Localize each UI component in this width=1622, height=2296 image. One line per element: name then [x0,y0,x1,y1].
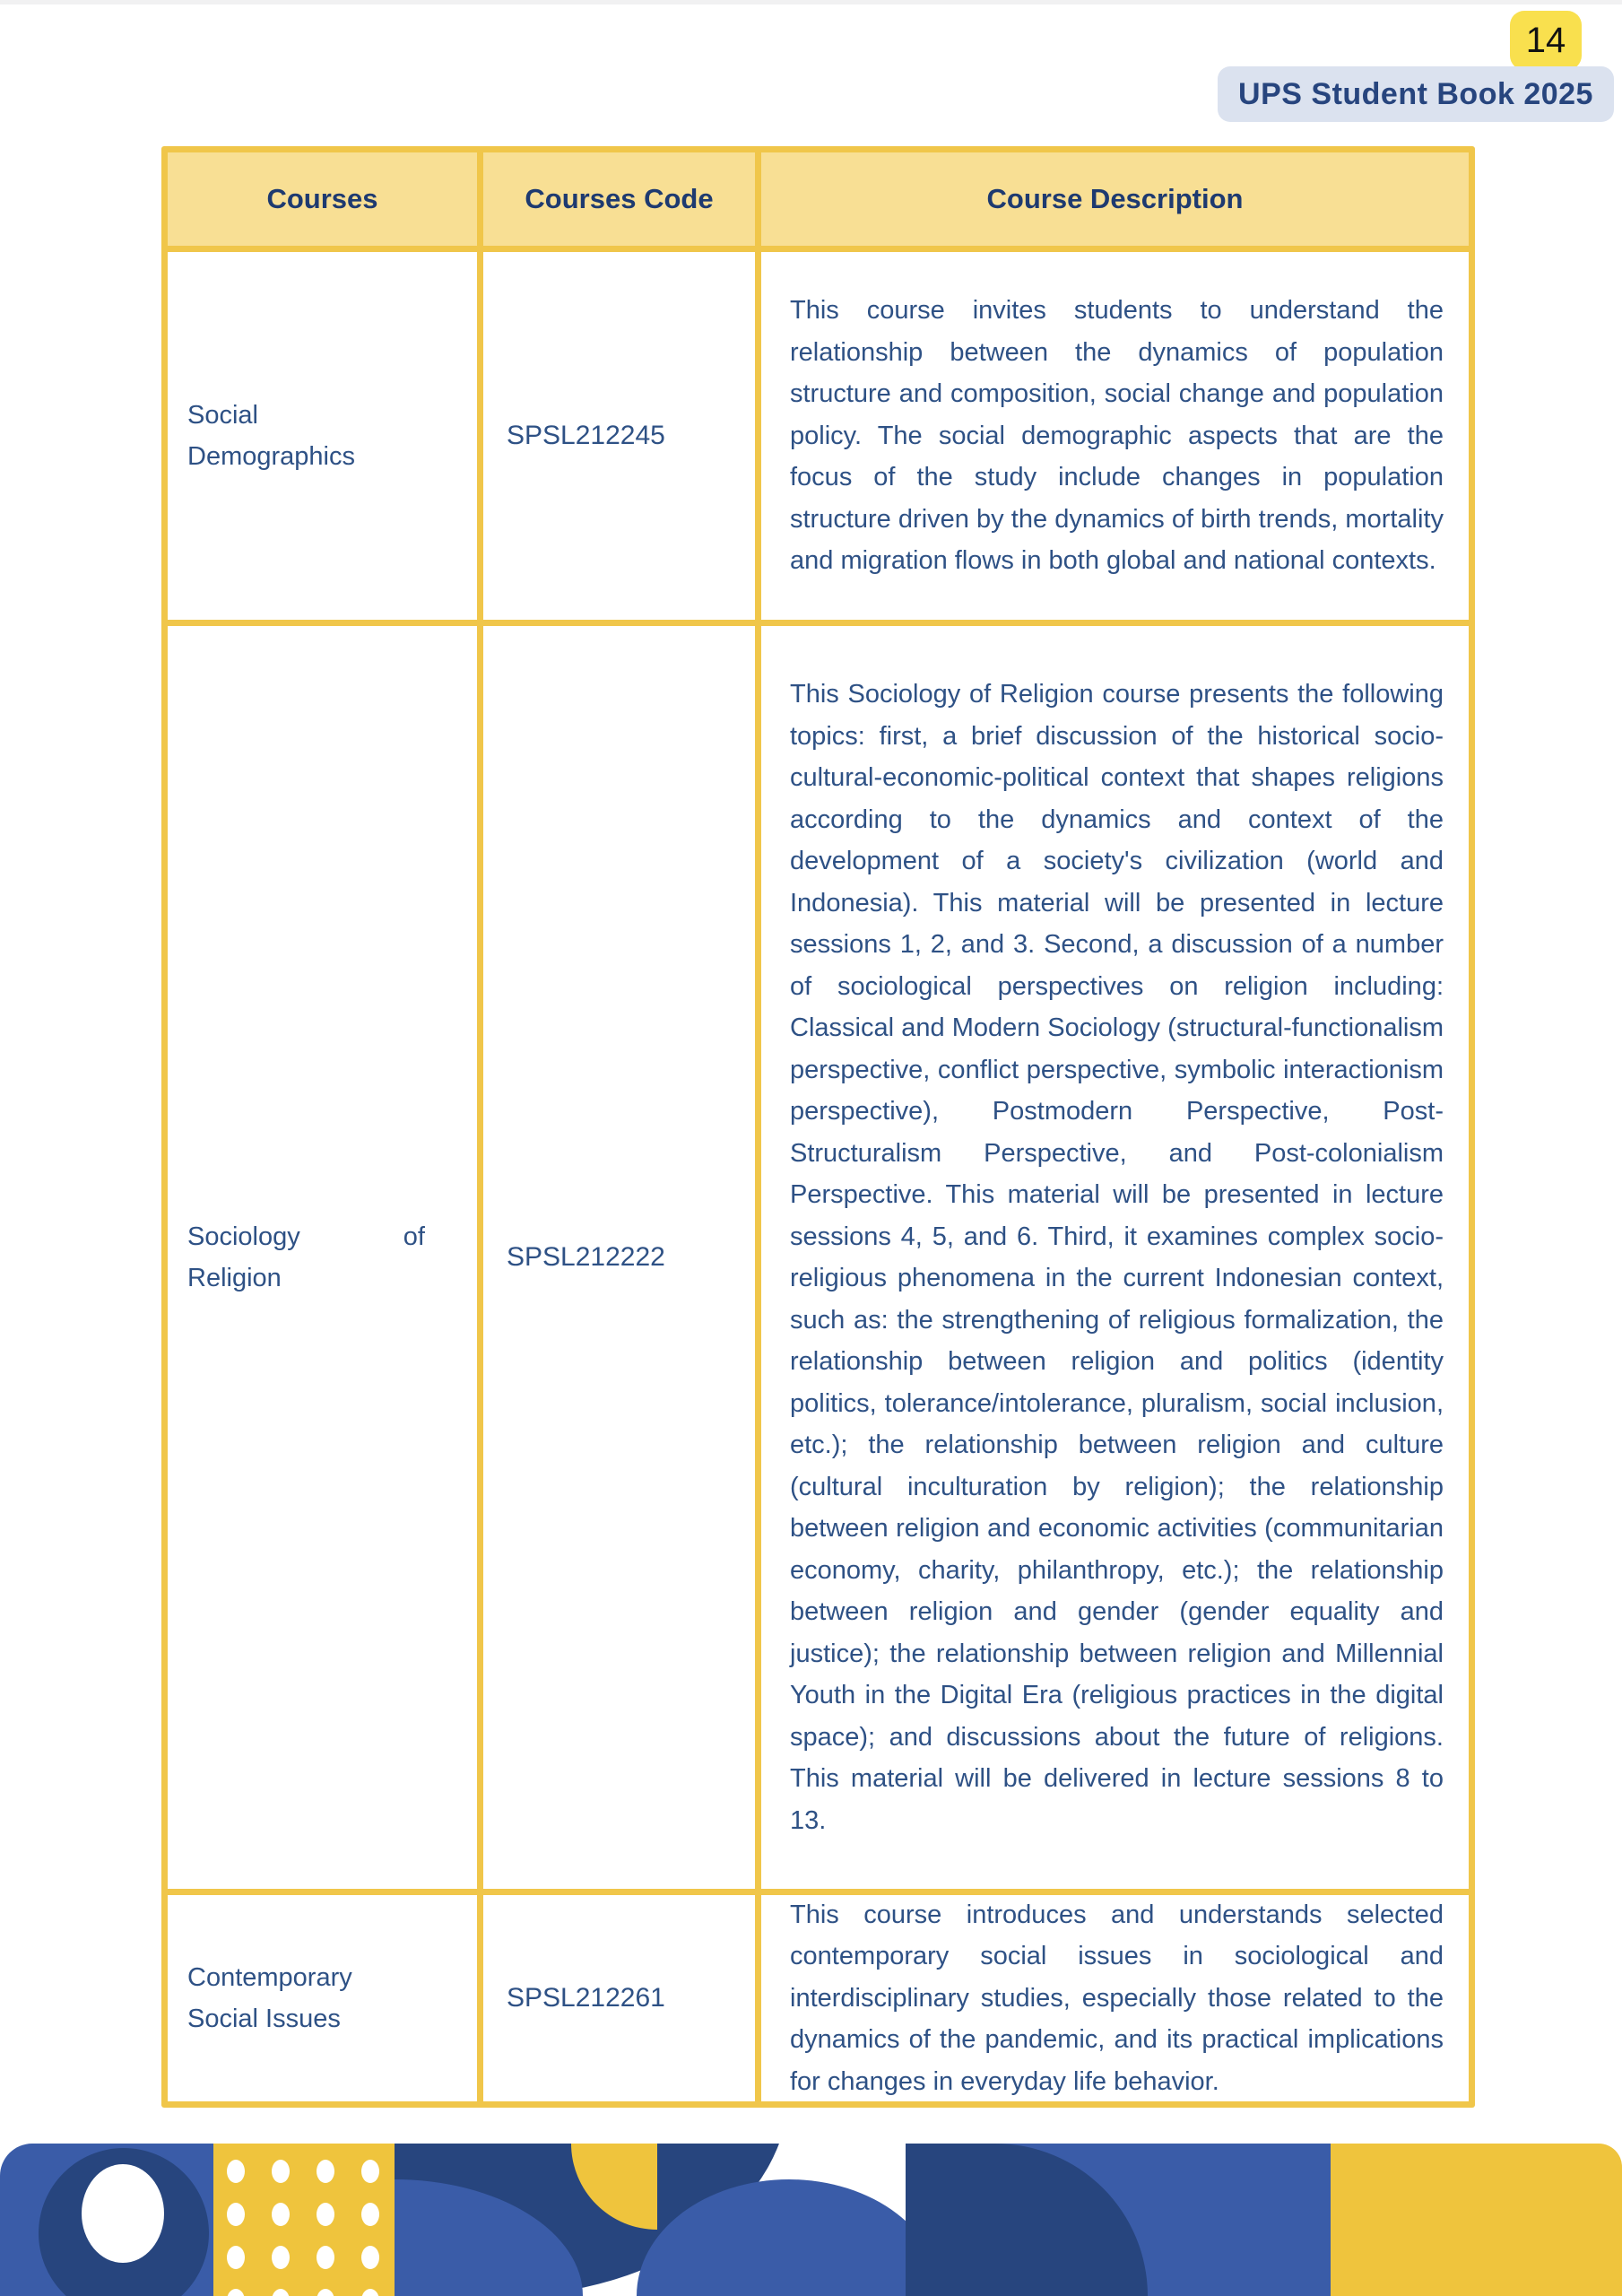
dot [272,2160,290,2183]
course-code: SPSL212261 [507,1983,665,2013]
course-code: SPSL212222 [507,1242,665,1272]
column-header-courses: Courses [168,152,477,246]
dot [317,2160,334,2183]
book-title-pill [1218,66,1614,122]
book-title: UPS Student Book 2025 [1238,76,1593,111]
course-name: Sociology of Religion [187,1222,425,1292]
dot [361,2160,379,2183]
course-code: SPSL212245 [507,421,665,450]
circle-center-motif [82,2164,164,2263]
dot [361,2246,379,2269]
column-header-courses-code: Courses Code [483,152,755,246]
column-header-course-description: Course Description [761,152,1469,246]
course-name-cell [168,1895,477,2101]
dot-grid [213,2144,395,2296]
course-description: This course introduces and understands selected contemporary social issues in sociological and interdisciplinary studies, especially those related to the dynamics of the pandemic, and its practical implications for changes in everyday life behavior. [790,1900,1444,2096]
dot [361,2203,379,2226]
top-edge-strip [0,0,1622,4]
page-number-badge [1510,11,1582,70]
course-description: This Sociology of Religion course presents the following topics: first, a brief discussion of the historical socio-cultural-economic-political context that shapes religions according to the dynamics and context of the development of a society's civilization (world and Indonesia). This material will be presented in lecture sessions 1, 2, and 3. Second, a discussion of a number of sociological perspectives on religion including: Classical and Modern Sociology (structural-functionalism perspective, conflict perspective, symbolic interactionism perspective), Postmodern Perspective, Post-Structuralism Perspective, and Post-colonialism Perspective. This material will be presented in lecture sessions 4, 5, and 6. Third, it examines complex socio-religious phenomena in the current Indonesian context, such as: the strengthening of religious formalization, the relationship between religion and politics (identity politics, tolerance/intolerance, pluralism, social inclusion, etc.); the relationship between religion and culture (cultural inculturation by religion); the relationship between religion and economic activities (communitarian economy, charity, philanthropy, etc.); the relationship between religion and gender (gender equality and justice); the relationship between religion and Millennial Youth in the Digital Era (religious practices in the digital space); and discussions about the future of religions. This material will be delivered in lecture sessions 8 to 13. [790,680,1444,1835]
footer-yellow-block [1331,2144,1622,2296]
footer-blue-block [0,2144,213,2296]
course-name: Contemporary Social Issues [187,1963,352,2033]
course-description-cell [761,252,1469,620]
course-table [161,146,1475,2108]
dot [317,2289,334,2296]
course-name-cell [168,626,477,1889]
dot [227,2203,245,2226]
course-description-cell [761,626,1469,1889]
dot [272,2289,290,2296]
course-code-cell [483,626,755,1889]
course-code-cell [483,1895,755,2101]
dot [227,2160,245,2183]
dot [317,2246,334,2269]
course-code-cell [483,252,755,620]
dot [272,2246,290,2269]
course-name-cell [168,252,477,620]
dot [227,2289,245,2296]
footer-decoration [0,2144,1622,2296]
page-number: 14 [1525,20,1566,60]
footer-curve-zone [395,2144,906,2296]
dot [227,2246,245,2269]
course-description: This course invites students to understand the relationship between the dynamics of population structure and composition, social change and population policy. The social demographic aspects that are the focus of the study include changes in population structure driven by the dynamics of birth trends, mortality and migration flows in both global and national contexts. [790,296,1444,576]
course-description-cell [761,1895,1469,2101]
dot [361,2289,379,2296]
dot [272,2203,290,2226]
dot [317,2203,334,2226]
course-name: Social Demographics [187,401,355,471]
